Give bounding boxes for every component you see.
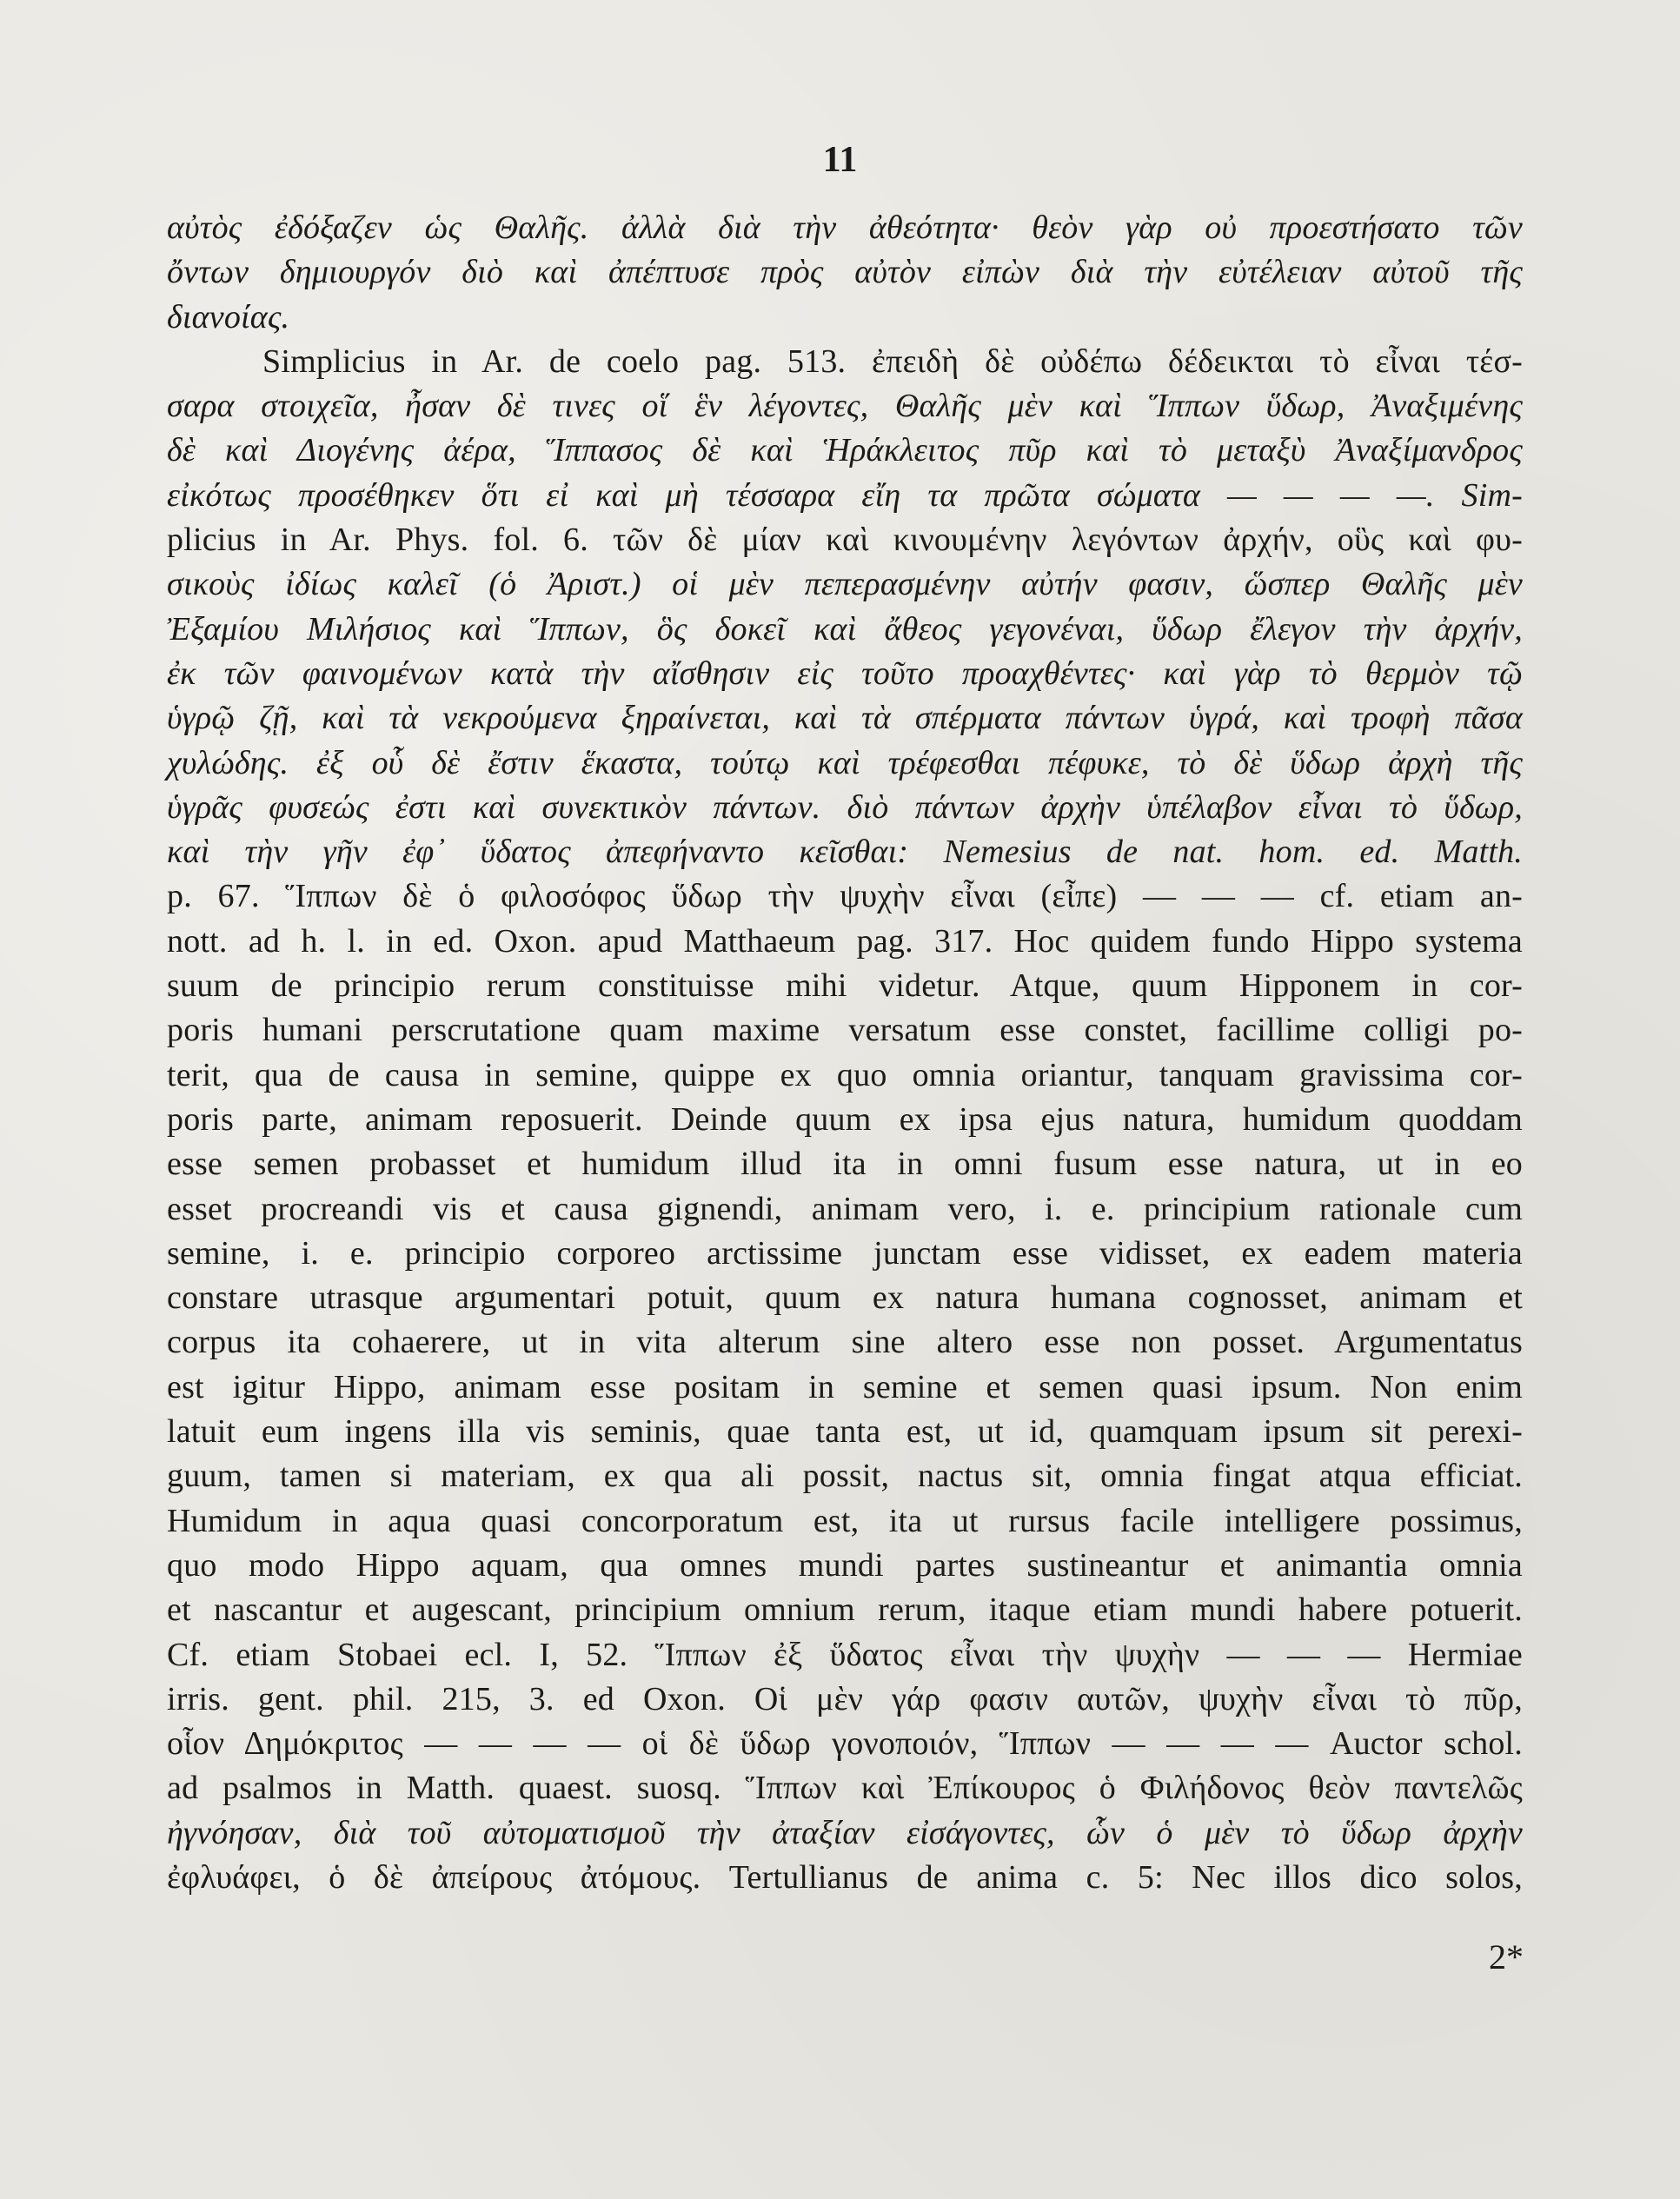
- text-line: ὄντων δημιουργόν διὸ καὶ ἀπέπτυσε πρὸς αὐτὸν εἰπὼν διὰ τὴν εὐτέλειαν αὐτοῦ τῆς: [167, 254, 1523, 291]
- text-line: et nascantur et augescant, principium omnium rerum, itaque etiam mundi habere potuerit.: [167, 1591, 1523, 1629]
- text-line: διανοίας.: [167, 298, 290, 335]
- text-line: terit, qua de causa in semine, quippe ex quo omnia oriantur, tanquam gravissima cor-: [167, 1056, 1523, 1093]
- text-line: Humidum in aqua quasi concorporatum est, ita ut rursus facile intelligere possimus,: [167, 1502, 1523, 1539]
- text-line: Ἐξαμίου Μιλήσιος καὶ Ἵππων, ὃς δοκεῖ καὶ ἄθεος γεγονέναι, ὕδωρ ἔλεγον τὴν ἀρχήν,: [167, 610, 1523, 648]
- text-line: guum, tamen si materiam, ex qua ali possit, nactus sit, omnia fingat atqua efficiat.: [167, 1458, 1523, 1495]
- text-line: poris parte, animam reposuerit. Deinde quum ex ipsa ejus natura, humidum quoddam: [167, 1100, 1523, 1138]
- text-line: constare utrasque argumentari potuit, quum ex natura humana cognosset, animam et: [167, 1279, 1523, 1317]
- text-line: nott. ad h. l. in ed. Oxon. apud Matthaeum pag. 317. Hoc quidem fundo Hippo systema: [167, 922, 1523, 960]
- text-line: semine, i. e. principio corporeo arctissime junctam esse vidisset, ex eadem materia: [167, 1234, 1523, 1272]
- text-line: σαρα στοιχεῖα, ἦσαν δὲ τινες οἵ ἓν λέγοντες, Θαλῆς μὲν καὶ Ἵππων ὕδωρ, Ἀναξιμένης: [167, 388, 1523, 425]
- text-line: esse semen probasset et humidum illud ita in omni fusum esse natura, ut in eo: [167, 1146, 1523, 1183]
- text-line: p. 67. Ἵππων δὲ ὁ φιλοσόφος ὕδωρ τὴν ψυχὴν εἶναι (εἶπε) — — — cf. etiam an-: [167, 878, 1523, 915]
- text-line: οἷον Δημόκριτος — — — — οἱ δὲ ὕδωρ γονοποιόν, Ἵππων — — — — Auctor schol.: [167, 1725, 1523, 1763]
- page-number: 11: [822, 140, 858, 180]
- body-text: [167, 206, 1523, 1900]
- text-line: αὐτὸς ἐδόξαζεν ὡς Θαλῆς. ἀλλὰ διὰ τὴν ἀθεότητα· θεὸν γὰρ οὐ προεστήσατο τῶν: [167, 209, 1523, 246]
- text-line: corpus ita cohaerere, ut in vita alterum sine altero esse non posset. Argumentatus: [167, 1324, 1523, 1361]
- text-line: σικοὺς ἰδίως καλεῖ (ὁ Ἀριστ.) οἱ μὲν πεπερασμένην αὐτήν φασιν, ὥσπερ Θαλῆς μὲν: [167, 566, 1523, 603]
- text-line: Simplicius in Ar. de coelo pag. 513. ἐπειδὴ δὲ οὐδέπω δέδεικται τὸ εἶναι τέσ-: [262, 342, 1523, 380]
- text-line: esset procreandi vis et causa gignendi, animam vero, i. e. principium rationale cum: [167, 1190, 1523, 1227]
- text-line: irris. gent. phil. 215, 3. ed Oxon. Οἱ μὲν γάρ φασιν αυτῶν, ψυχὴν εἶναι τὸ πῦρ,: [167, 1680, 1523, 1717]
- text-line: ἠγνόησαν, διὰ τοῦ αὐτοματισμοῦ τὴν ἀταξίαν εἰσάγοντες, ὧν ὁ μὲν τὸ ὕδωρ ἀρχὴν: [167, 1814, 1523, 1851]
- text-line: latuit eum ingens illa vis seminis, quae tanta est, ut id, quamquam ipsum sit perexi-: [167, 1413, 1523, 1451]
- text-line: ὑγρᾶς φυσεώς ἐστι καὶ συνεκτικὸν πάντων. διὸ πάντων ἀρχὴν ὑπέλαβον εἶναι τὸ ὕδωρ,: [167, 788, 1523, 826]
- text-line: suum de principio rerum constituisse mihi videtur. Atque, quum Hipponem in cor-: [167, 967, 1523, 1005]
- text-line: εἰκότως προσέθηκεν ὅτι εἰ καὶ μὴ τέσσαρα εἴη τα πρῶτα σώματα — — — —. Sim-: [167, 476, 1523, 514]
- text-line: poris humani perscrutatione quam maxime versatum esse constet, facillime colligi po-: [167, 1012, 1523, 1049]
- text-line: ἐκ τῶν φαινομένων κατὰ τὴν αἴσθησιν εἰς τοῦτο προαχθέντες· καὶ γὰρ τὸ θερμὸν τῷ: [167, 654, 1523, 692]
- text-line: δὲ καὶ Διογένης ἀέρα, Ἵππασος δὲ καὶ Ἡράκλειτος πῦρ καὶ τὸ μεταξὺ Ἀναξίμανδρος: [167, 432, 1523, 469]
- text-line: καὶ τὴν γῆν ἐφ᾽ ὕδατος ἀπεφήναντο κεῖσθαι: Nemesius de nat. hom. ed. Matth.: [167, 834, 1523, 871]
- text-line: plicius in Ar. Phys. fol. 6. τῶν δὲ μίαν καὶ κινουμένην λεγόντων ἀρχήν, οὓς καὶ φυ-: [167, 522, 1523, 559]
- signature-mark: 2*: [1489, 1937, 1524, 1976]
- text-line: χυλώδης. ἐξ οὗ δὲ ἔστιν ἕκαστα, τούτῳ καὶ τρέφεσθαι πέφυκε, τὸ δὲ ὕδωρ ἀρχὴ τῆς: [167, 744, 1523, 781]
- text-line: quo modo Hippo aquam, qua omnes mundi partes sustineantur et animantia omnia: [167, 1546, 1523, 1584]
- text-line: est igitur Hippo, animam esse positam in semine et semen quasi ipsum. Non enim: [167, 1368, 1523, 1405]
- text-line: ἐφλυάφει, ὁ δὲ ἀπείρους ἀτόμους. Tertullianus de anima c. 5: Nec illos dico solos,: [167, 1858, 1523, 1896]
- text-line: ὑγρῷ ζῇ, καὶ τὰ νεκρούμενα ξηραίνεται, καὶ τὰ σπέρματα πάντων ὑγρά, καὶ τροφὴ πᾶσα: [167, 700, 1523, 737]
- text-line: Cf. etiam Stobaei ecl. I, 52. Ἵππων ἐξ ὕδατος εἶναι τὴν ψυχὴν — — — Hermiae: [167, 1636, 1523, 1673]
- text-line: ad psalmos in Matth. quaest. suosq. Ἵππων καὶ Ἐπίκουρος ὁ Φιλήδονος θεὸν παντελῶς: [167, 1770, 1523, 1807]
